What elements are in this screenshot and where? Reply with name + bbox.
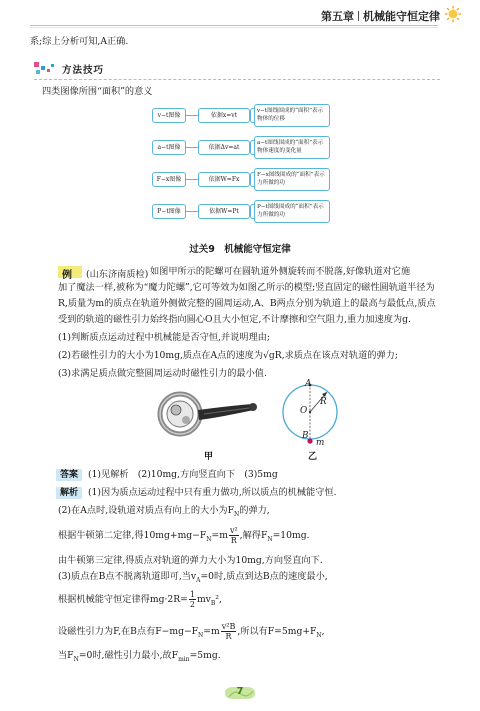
fraction bbox=[221, 622, 237, 641]
formula-box-fx: 依据W=Fx bbox=[198, 172, 250, 187]
eq-part: =0时,磁性引力最小,故F bbox=[78, 650, 179, 661]
eq-part: =10mg. bbox=[272, 530, 310, 541]
question-2-tail: ,求质点在该点对轨道的弹力; bbox=[281, 350, 398, 361]
example-line-1: 如图甲所示的陀螺可在圆轨道外侧旋转而不脱落,好像轨道对它施 bbox=[150, 266, 411, 277]
graph-box-at: a−t图像 bbox=[152, 140, 186, 155]
intro-line: 系;综上分析可知,A正确. bbox=[30, 36, 129, 47]
subscript: N bbox=[73, 655, 79, 663]
fraction-numerator: v² bbox=[229, 526, 238, 535]
answer-text: (1)见解析 (2)10mg,方向竖直向下 (3)5mg bbox=[88, 469, 278, 480]
fraction-numerator: 1 bbox=[189, 590, 195, 599]
graph-box-vt: v−t图像 bbox=[152, 108, 186, 123]
question-2 bbox=[58, 350, 398, 362]
analysis-line-8 bbox=[58, 650, 221, 666]
analysis-line-2 bbox=[58, 505, 270, 521]
analysis-line-5 bbox=[58, 571, 328, 587]
analysis-line-1: (1)因为质点运动过程中只有重力做功,所以质点的机械能守恒. bbox=[88, 487, 337, 498]
eq-part: =m bbox=[211, 530, 228, 541]
analysis-line-4: 由牛顿第三定律,得质点对轨道的弹力大小为10mg,方向竖直向下. bbox=[58, 555, 323, 566]
subscript: N bbox=[198, 631, 204, 639]
formula-box-at: 依据Δv=at bbox=[198, 140, 250, 155]
eq-part: =0时,质点到达B点的速度最小, bbox=[200, 571, 328, 582]
eq-part: 根据机械能守恒定律得mg·2R= bbox=[58, 594, 188, 605]
label-m: m bbox=[316, 438, 325, 448]
chapter-header bbox=[321, 8, 440, 24]
analysis-line-7 bbox=[58, 622, 325, 646]
eq-part: (3)质点在B点不脱离轨道即可,当v bbox=[58, 571, 197, 582]
chapter-number: 第五章 bbox=[321, 10, 354, 23]
question-1: (1)判断质点运动过程中机械能是否守恒,并说明理由; bbox=[58, 332, 270, 343]
page-number: 7 bbox=[236, 686, 244, 697]
header-rule-light bbox=[30, 27, 438, 28]
formula-box-pt: 依据W=Pt bbox=[198, 204, 250, 219]
eq-part: 根据牛顿第二定律,得10mg+mg−F bbox=[58, 530, 207, 541]
tips-dots-icon bbox=[34, 62, 56, 76]
meaning-box-vt: v−t图线围成的“面积”表示物体的位移 bbox=[254, 104, 330, 127]
meaning-box-pt: P−t图线围成的“面积”表示力所做的功 bbox=[254, 200, 330, 223]
eq-part: ², bbox=[215, 594, 222, 605]
subscript: A bbox=[196, 576, 201, 584]
subscript: N bbox=[206, 535, 212, 543]
question-2-text: (2)若磁性引力的大小为10mg,质点在A点的速度为 bbox=[58, 350, 264, 361]
method-tips-heading: 方法技巧 bbox=[62, 65, 105, 76]
diagram-connector bbox=[186, 211, 198, 212]
circle-track-diagram bbox=[280, 378, 350, 446]
magic-top-photo bbox=[154, 384, 264, 444]
eq-part: =m bbox=[203, 626, 220, 637]
area-meaning-diagram bbox=[152, 104, 334, 232]
fraction bbox=[229, 526, 239, 545]
eq-part: , bbox=[321, 626, 325, 637]
subscript: B bbox=[210, 599, 216, 607]
meaning-box-fx: F−x图线围成的“面积”表示力所做的功 bbox=[254, 168, 330, 191]
diagram-connector bbox=[186, 115, 198, 116]
graph-box-fx: F−x图像 bbox=[152, 172, 186, 187]
analysis-line-2-tail: 的弹力, bbox=[239, 505, 270, 516]
label-b: B bbox=[302, 431, 309, 441]
fraction-denominator: R bbox=[230, 536, 237, 545]
fraction-denominator: 2 bbox=[189, 600, 195, 609]
label-a: A bbox=[305, 379, 312, 389]
meaning-box-at: a−t图线围成的“面积”表示物体速度的变化量 bbox=[254, 136, 330, 159]
header-divider bbox=[358, 11, 359, 21]
analysis-label: 解析 bbox=[56, 487, 82, 499]
eq-part: 设磁性引力为F,在B点有F−mg−F bbox=[58, 626, 199, 637]
subscript: N bbox=[316, 631, 322, 639]
analysis-line-2-text: (2)在A点时,设轨道对质点有向上的大小为F bbox=[58, 505, 234, 516]
eq-part: ,解得F bbox=[239, 530, 268, 541]
figure-caption-yi: 乙 bbox=[308, 452, 318, 462]
eq-part: 当F bbox=[58, 650, 74, 661]
sqrt-gr: √gR bbox=[263, 350, 282, 361]
figure-caption-jia: 甲 bbox=[204, 452, 214, 462]
eq-part: =5mg. bbox=[189, 650, 221, 661]
header-rule bbox=[30, 25, 438, 26]
fraction-denominator: R bbox=[225, 632, 232, 641]
subscript: N bbox=[233, 510, 240, 518]
diagram-connector bbox=[186, 147, 198, 148]
label-o: O bbox=[300, 406, 308, 416]
diagram-connector bbox=[186, 179, 198, 180]
label-r: R bbox=[320, 397, 327, 407]
example-line-3: R,质量为m的质点在轨道外侧做完整的圆周运动,A、B两点分别为轨道上的最高与最低点,质点 bbox=[58, 298, 436, 309]
eq-part: mv bbox=[196, 594, 211, 605]
answer-label: 答案 bbox=[56, 469, 82, 481]
example-label: 例 bbox=[62, 270, 72, 281]
eq-part: ,所以有F=5mg+F bbox=[237, 626, 317, 637]
graph-box-pt: P−t图像 bbox=[152, 204, 186, 219]
question-3: (3)求满足质点做完整圆周运动时磁性引力的最小值. bbox=[58, 368, 267, 379]
sun-logo-icon bbox=[444, 5, 462, 23]
example-source: (山东济南质检) bbox=[86, 269, 149, 280]
tips-rule bbox=[34, 79, 440, 80]
formula-box-vt: 依据x=vt bbox=[198, 108, 250, 123]
chapter-title: 机械能守恒定律 bbox=[363, 10, 440, 23]
subscript: N bbox=[267, 535, 273, 543]
fraction bbox=[189, 590, 196, 609]
section-title: 过关9 机械能守恒定律 bbox=[189, 244, 291, 255]
fraction-numerator: v²B bbox=[221, 622, 236, 631]
analysis-line-6 bbox=[58, 590, 222, 614]
example-line-2: 加了魔法一样,被称为“魔力陀螺”,它可等效为如图乙所示的模型;竖直固定的磁性圆轨道半径为 bbox=[58, 282, 435, 293]
subscript: min bbox=[178, 655, 190, 663]
example-line-4: 受到的轨道的磁性引力始终指向圆心O且大小恒定,不计摩擦和空气阻力,重力加速度为g. bbox=[58, 314, 411, 325]
analysis-line-3 bbox=[58, 526, 310, 550]
tips-intro: 四类图像所围“面积”的意义 bbox=[42, 86, 153, 97]
